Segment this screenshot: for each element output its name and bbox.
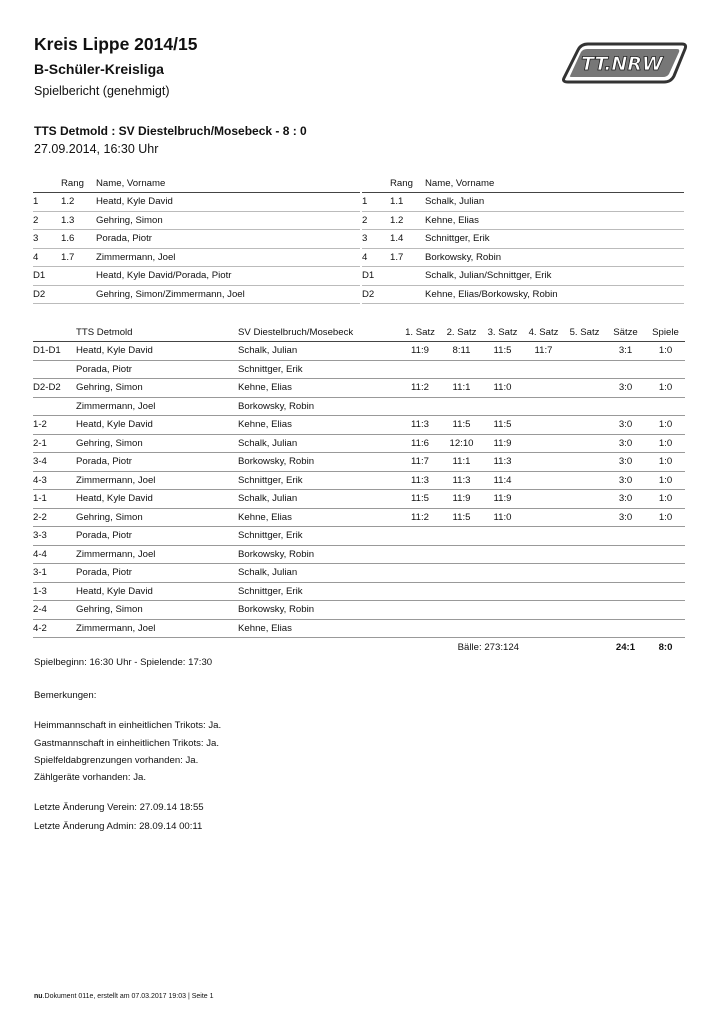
- game-s1: 11:5: [399, 490, 441, 509]
- game-s5: [564, 453, 605, 472]
- game-pair: 2-1: [33, 434, 76, 453]
- game-home: Gehring, Simon: [76, 434, 238, 453]
- game-sets: 3:0: [605, 453, 646, 472]
- game-row: [33, 434, 685, 453]
- sets-total: 24:1: [615, 641, 636, 653]
- game-row: [33, 564, 685, 583]
- game-sets: [605, 582, 646, 601]
- lineup-pos: 1: [33, 193, 61, 212]
- game-games: [646, 545, 685, 564]
- game-pair: 2-4: [33, 601, 76, 620]
- game-s5: [564, 601, 605, 620]
- game-home: Heatd, Kyle David: [76, 342, 238, 361]
- game-s4: 11:7: [523, 342, 564, 361]
- game-s4: [523, 508, 564, 527]
- game-guest: Borkowsky, Robin: [238, 545, 399, 564]
- lineup-row: [33, 267, 360, 286]
- game-s5: [564, 545, 605, 564]
- lineup-name: Heatd, Kyle David: [96, 193, 360, 212]
- game-s2: [441, 397, 482, 416]
- game-pair: D1-D1: [33, 342, 76, 361]
- game-s3: [482, 360, 523, 379]
- game-row: [33, 527, 685, 546]
- game-sets: 3:0: [605, 471, 646, 490]
- game-s3: [482, 527, 523, 546]
- game-s1: [399, 360, 441, 379]
- game-home: Zimmermann, Joel: [76, 619, 238, 638]
- game-sets: 3:0: [605, 490, 646, 509]
- game-s5: [564, 619, 605, 638]
- lineup-name: Gehring, Simon: [96, 211, 360, 230]
- lineup-name: Schalk, Julian: [425, 193, 684, 212]
- lineup-pos: 2: [362, 211, 390, 230]
- lineup-name: Schalk, Julian/Schnittger, Erik: [425, 267, 684, 286]
- footer-text: .Dokument 011e, erstellt am 07.03.2017 19:03 | Seite 1: [42, 993, 214, 1000]
- game-s1: 11:2: [399, 379, 441, 398]
- game-row: [33, 582, 685, 601]
- game-pair: 3-3: [33, 527, 76, 546]
- game-pair: 3-1: [33, 564, 76, 583]
- game-s4: [523, 527, 564, 546]
- game-games: [646, 360, 685, 379]
- lineup-rank: 1.7: [390, 248, 425, 267]
- lineup-row: [362, 211, 684, 230]
- game-guest: Schalk, Julian: [238, 342, 399, 361]
- game-s2: 11:9: [441, 490, 482, 509]
- game-s4: [523, 471, 564, 490]
- game-s4: [523, 453, 564, 472]
- game-s4: [523, 619, 564, 638]
- game-home: Gehring, Simon: [76, 508, 238, 527]
- game-sets: [605, 601, 646, 620]
- game-s2: 12:10: [441, 434, 482, 453]
- game-home: Zimmermann, Joel: [76, 545, 238, 564]
- game-row: [33, 379, 685, 398]
- lineup-pos: D1: [362, 267, 390, 286]
- game-guest: Borkowsky, Robin: [238, 453, 399, 472]
- last-change-club: Letzte Änderung Verein: 27.09.14 18:55: [34, 802, 204, 813]
- header-sets: Sätze: [605, 324, 646, 342]
- header-set-1: 1. Satz: [399, 324, 441, 342]
- lineup-rank: 1.2: [390, 211, 425, 230]
- lineup-name: Kehne, Elias/Borkowsky, Robin: [425, 285, 684, 304]
- name-header: Name, Vorname: [96, 175, 360, 193]
- game-row: [33, 342, 685, 361]
- lineup-row: [33, 248, 360, 267]
- lineup-rank: 1.2: [61, 193, 96, 212]
- game-s3: [482, 619, 523, 638]
- game-home: Gehring, Simon: [76, 379, 238, 398]
- game-games: 1:0: [646, 471, 685, 490]
- game-s2: 11:5: [441, 508, 482, 527]
- tt-nrw-logo: [556, 38, 688, 88]
- last-change-admin: Letzte Änderung Admin: 28.09.14 00:11: [34, 821, 203, 832]
- home-jerseys-note: Heimmannschaft in einheitlichen Trikots: Ja.: [34, 720, 222, 731]
- footer-brand: nu: [34, 993, 43, 1000]
- lineup-name: Zimmermann, Joel: [96, 248, 360, 267]
- game-s5: [564, 527, 605, 546]
- game-s3: [482, 397, 523, 416]
- home-lineup-table: [33, 175, 360, 304]
- game-guest: Kehne, Elias: [238, 619, 399, 638]
- game-s4: [523, 564, 564, 583]
- game-s1: [399, 564, 441, 583]
- counters-note: Zählgeräte vorhanden: Ja.: [34, 772, 147, 783]
- game-s2: [441, 360, 482, 379]
- game-s1: [399, 527, 441, 546]
- game-row: [33, 545, 685, 564]
- lineup-rank: [390, 285, 425, 304]
- game-s3: 11:9: [482, 490, 523, 509]
- game-s3: 11:4: [482, 471, 523, 490]
- game-s1: [399, 601, 441, 620]
- game-games: 1:0: [646, 508, 685, 527]
- game-row: [33, 508, 685, 527]
- game-s3: 11:3: [482, 453, 523, 472]
- game-pair: 4-4: [33, 545, 76, 564]
- game-pair: 1-2: [33, 416, 76, 435]
- lineup-row: [362, 230, 684, 249]
- game-pair: 1-1: [33, 490, 76, 509]
- game-row: [33, 360, 685, 379]
- game-games: [646, 619, 685, 638]
- game-s1: 11:9: [399, 342, 441, 361]
- games-header-row: [33, 324, 685, 342]
- game-s1: 11:6: [399, 434, 441, 453]
- game-s1: [399, 397, 441, 416]
- game-s3: [482, 582, 523, 601]
- game-sets: [605, 360, 646, 379]
- game-s1: 11:3: [399, 416, 441, 435]
- game-pair: 2-2: [33, 508, 76, 527]
- document-footer: [34, 993, 214, 1000]
- game-row: [33, 471, 685, 490]
- game-s3: [482, 564, 523, 583]
- game-s5: [564, 416, 605, 435]
- game-s4: [523, 601, 564, 620]
- game-s1: 11:3: [399, 471, 441, 490]
- game-home: Gehring, Simon: [76, 601, 238, 620]
- game-s5: [564, 379, 605, 398]
- lineup-rank: [61, 267, 96, 286]
- game-games: [646, 397, 685, 416]
- header-guest-team: SV Diestelbruch/Mosebeck: [238, 324, 399, 342]
- lineup-row: [33, 230, 360, 249]
- game-s3: 11:9: [482, 434, 523, 453]
- game-s4: [523, 416, 564, 435]
- game-games: [646, 564, 685, 583]
- lineup-rank: 1.1: [390, 193, 425, 212]
- game-s2: 11:1: [441, 379, 482, 398]
- game-games: 1:0: [646, 453, 685, 472]
- game-games: 1:0: [646, 434, 685, 453]
- game-guest: Kehne, Elias: [238, 508, 399, 527]
- game-s3: 11:5: [482, 342, 523, 361]
- game-s2: 11:3: [441, 471, 482, 490]
- game-pair: 4-2: [33, 619, 76, 638]
- game-s2: 11:5: [441, 416, 482, 435]
- game-s4: [523, 434, 564, 453]
- header-home-team: TTS Detmold: [76, 324, 238, 342]
- game-s5: [564, 434, 605, 453]
- balls-total: Bälle: 273:124: [457, 641, 519, 653]
- game-s5: [564, 508, 605, 527]
- tt-nrw-logo-graphic: [556, 38, 688, 88]
- game-home: Porada, Piotr: [76, 564, 238, 583]
- game-guest: Schnittger, Erik: [238, 582, 399, 601]
- league-subtitle: B-Schüler-Kreisliga: [34, 61, 164, 77]
- game-row: [33, 601, 685, 620]
- game-guest: Schnittger, Erik: [238, 471, 399, 490]
- game-s4: [523, 360, 564, 379]
- game-row: [33, 453, 685, 472]
- lineup-pos: 4: [33, 248, 61, 267]
- game-s5: [564, 490, 605, 509]
- lineup-header-row: [33, 175, 360, 193]
- game-sets: [605, 619, 646, 638]
- game-s2: [441, 619, 482, 638]
- rank-header: Rang: [390, 175, 425, 193]
- game-home: Porada, Piotr: [76, 360, 238, 379]
- game-games: 1:0: [646, 342, 685, 361]
- guest-lineup-table: [362, 175, 684, 304]
- header-pair: [33, 324, 76, 342]
- game-s2: [441, 564, 482, 583]
- lineup-name: Porada, Piotr: [96, 230, 360, 249]
- lineup-rank: [390, 267, 425, 286]
- game-s1: [399, 545, 441, 564]
- game-sets: 3:0: [605, 416, 646, 435]
- lineup-pos: D2: [33, 285, 61, 304]
- games-total: 8:0: [658, 641, 673, 653]
- game-s3: 11:5: [482, 416, 523, 435]
- game-s4: [523, 379, 564, 398]
- court-boundaries-note: Spielfeldabgrenzungen vorhanden: Ja.: [34, 755, 199, 766]
- page-title: Kreis Lippe 2014/15: [34, 34, 198, 54]
- header-set-2: 2. Satz: [441, 324, 482, 342]
- game-games: 1:0: [646, 379, 685, 398]
- game-s4: [523, 397, 564, 416]
- game-home: Porada, Piotr: [76, 453, 238, 472]
- game-row: [33, 397, 685, 416]
- lineup-pos: 3: [33, 230, 61, 249]
- lineup-name: Heatd, Kyle David/Porada, Piotr: [96, 267, 360, 286]
- game-s2: 11:1: [441, 453, 482, 472]
- lineup-row: [33, 193, 360, 212]
- game-s3: 11:0: [482, 508, 523, 527]
- game-guest: Borkowsky, Robin: [238, 397, 399, 416]
- game-s2: [441, 601, 482, 620]
- game-home: Porada, Piotr: [76, 527, 238, 546]
- game-games: 1:0: [646, 490, 685, 509]
- game-s5: [564, 397, 605, 416]
- game-s4: [523, 545, 564, 564]
- lineup-pos: 1: [362, 193, 390, 212]
- game-home: Zimmermann, Joel: [76, 397, 238, 416]
- remarks-label: Bemerkungen:: [34, 690, 97, 701]
- header-set-5: 5. Satz: [564, 324, 605, 342]
- game-s3: [482, 601, 523, 620]
- game-s5: [564, 360, 605, 379]
- game-sets: [605, 527, 646, 546]
- game-sets: 3:0: [605, 508, 646, 527]
- lineup-row: [362, 248, 684, 267]
- game-s4: [523, 490, 564, 509]
- game-home: Zimmermann, Joel: [76, 471, 238, 490]
- game-sets: 3:1: [605, 342, 646, 361]
- game-guest: Kehne, Elias: [238, 416, 399, 435]
- game-s2: [441, 582, 482, 601]
- lineup-rank: [61, 285, 96, 304]
- rank-header: Rang: [61, 175, 96, 193]
- game-s2: 8:11: [441, 342, 482, 361]
- game-row: [33, 490, 685, 509]
- game-pair: D2-D2: [33, 379, 76, 398]
- logo-text: TT.NRW: [581, 53, 663, 75]
- game-games: [646, 601, 685, 620]
- game-s2: [441, 545, 482, 564]
- game-guest: Schnittger, Erik: [238, 527, 399, 546]
- game-pair: [33, 360, 76, 379]
- game-s1: 11:7: [399, 453, 441, 472]
- lineup-row: [362, 193, 684, 212]
- match-heading: TTS Detmold : SV Diestelbruch/Mosebeck - 8 : 0: [34, 124, 307, 138]
- game-guest: Schalk, Julian: [238, 434, 399, 453]
- lineup-rank: 1.4: [390, 230, 425, 249]
- game-guest: Kehne, Elias: [238, 379, 399, 398]
- lineup-pos: 4: [362, 248, 390, 267]
- game-s1: [399, 582, 441, 601]
- game-pair: 1-3: [33, 582, 76, 601]
- lineup-pos: D2: [362, 285, 390, 304]
- game-s1: 11:2: [399, 508, 441, 527]
- game-s3: [482, 545, 523, 564]
- game-sets: [605, 564, 646, 583]
- lineup-rank: 1.3: [61, 211, 96, 230]
- game-sets: [605, 397, 646, 416]
- guest-jerseys-note: Gastmannschaft in einheitlichen Trikots: Ja.: [34, 738, 220, 749]
- lineup-row: [362, 267, 684, 286]
- game-sets: 3:0: [605, 434, 646, 453]
- game-s5: [564, 582, 605, 601]
- game-games: [646, 527, 685, 546]
- header-set-4: 4. Satz: [523, 324, 564, 342]
- lineup-name: Kehne, Elias: [425, 211, 684, 230]
- lineup-rank: 1.6: [61, 230, 96, 249]
- game-s5: [564, 342, 605, 361]
- game-s3: 11:0: [482, 379, 523, 398]
- game-home: Heatd, Kyle David: [76, 416, 238, 435]
- lineup-row: [362, 285, 684, 304]
- game-guest: Schalk, Julian: [238, 564, 399, 583]
- game-s2: [441, 527, 482, 546]
- report-status: Spielbericht (genehmigt): [34, 84, 170, 98]
- lineup-pos: 3: [362, 230, 390, 249]
- game-sets: [605, 545, 646, 564]
- game-games: 1:0: [646, 416, 685, 435]
- game-row: [33, 619, 685, 638]
- game-s5: [564, 564, 605, 583]
- games-table: [33, 324, 685, 656]
- lineup-row: [33, 211, 360, 230]
- game-pair: 4-3: [33, 471, 76, 490]
- game-guest: Borkowsky, Robin: [238, 601, 399, 620]
- lineup-pos: 2: [33, 211, 61, 230]
- game-s1: [399, 619, 441, 638]
- game-home: Heatd, Kyle David: [76, 582, 238, 601]
- game-sets: 3:0: [605, 379, 646, 398]
- header-games: Spiele: [646, 324, 685, 342]
- lineup-rank: 1.7: [61, 248, 96, 267]
- game-pair: 3-4: [33, 453, 76, 472]
- game-home: Heatd, Kyle David: [76, 490, 238, 509]
- lineup-header-row: [362, 175, 684, 193]
- game-times: Spielbeginn: 16:30 Uhr - Spielende: 17:30: [34, 657, 213, 668]
- lineup-name: Gehring, Simon/Zimmermann, Joel: [96, 285, 360, 304]
- header-set-3: 3. Satz: [482, 324, 523, 342]
- game-pair: [33, 397, 76, 416]
- game-guest: Schalk, Julian: [238, 490, 399, 509]
- game-row: [33, 416, 685, 435]
- lineup-row: [33, 285, 360, 304]
- lineup-pos: D1: [33, 267, 61, 286]
- lineup-name: Schnittger, Erik: [425, 230, 684, 249]
- game-guest: Schnittger, Erik: [238, 360, 399, 379]
- game-games: [646, 582, 685, 601]
- game-s4: [523, 582, 564, 601]
- match-date: 27.09.2014, 16:30 Uhr: [34, 142, 159, 156]
- name-header: Name, Vorname: [425, 175, 684, 193]
- game-s5: [564, 471, 605, 490]
- lineup-name: Borkowsky, Robin: [425, 248, 684, 267]
- totals-row: [33, 638, 685, 657]
